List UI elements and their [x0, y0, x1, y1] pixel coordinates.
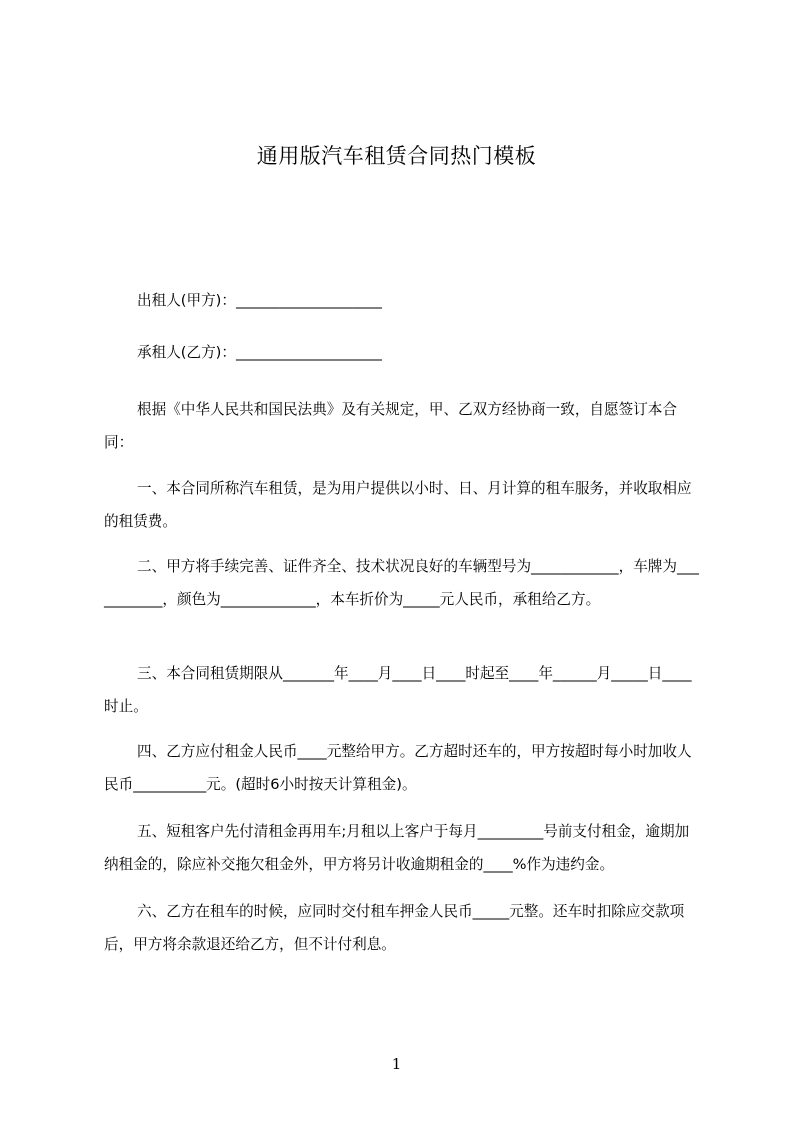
paragraph-clause-6: 六、乙方在租车的时候，应同时交付租车押金人民币_____元整。还车时扣除应交款项后，甲方将余款退还给乙方，但不计付利息。: [104, 903, 685, 953]
paragraph-clause-3: 三、本合同租赁期限从_______年____月____日____时起至____年______月_____日____时止。: [104, 665, 692, 715]
document-title: 通用版汽车租赁合同热门模板: [256, 144, 537, 168]
paragraph-preamble: 根据《中华人民共和国民法典》及有关规定，甲、乙双方经协商一致，自愿签订本合同：: [104, 401, 677, 451]
page-number: 1: [391, 1055, 402, 1073]
lessor-line: 出租人(甲方)：____________________: [137, 292, 382, 309]
paragraph-clause-4: 四、乙方应付租金人民币____元整给甲方。乙方超时还车的，甲方按超时每小时加收人民币__________元。(超时6小时按天计算租金)。: [104, 743, 692, 793]
paragraph-clause-1: 一、本合同所称汽车租赁，是为用户提供以小时、日、月计算的租车服务，并收取相应的租赁费。: [104, 480, 692, 530]
paragraph-clause-2: 二、甲方将手续完善、证件齐全、技术状况良好的车辆型号为____________，车牌为___________，颜色为_____________，本车折价为_____元人民币，承租给乙方。: [104, 558, 699, 608]
lessee-line: 承租人(乙方)：____________________: [137, 344, 382, 361]
paragraph-clause-5: 五、短租客户先付清租金再用车;月租以上客户于每月_________号前支付租金，逾期加纳租金的，除应补交拖欠租金外，甲方将另计收逾期租金的____%作为违约金。: [104, 823, 690, 873]
